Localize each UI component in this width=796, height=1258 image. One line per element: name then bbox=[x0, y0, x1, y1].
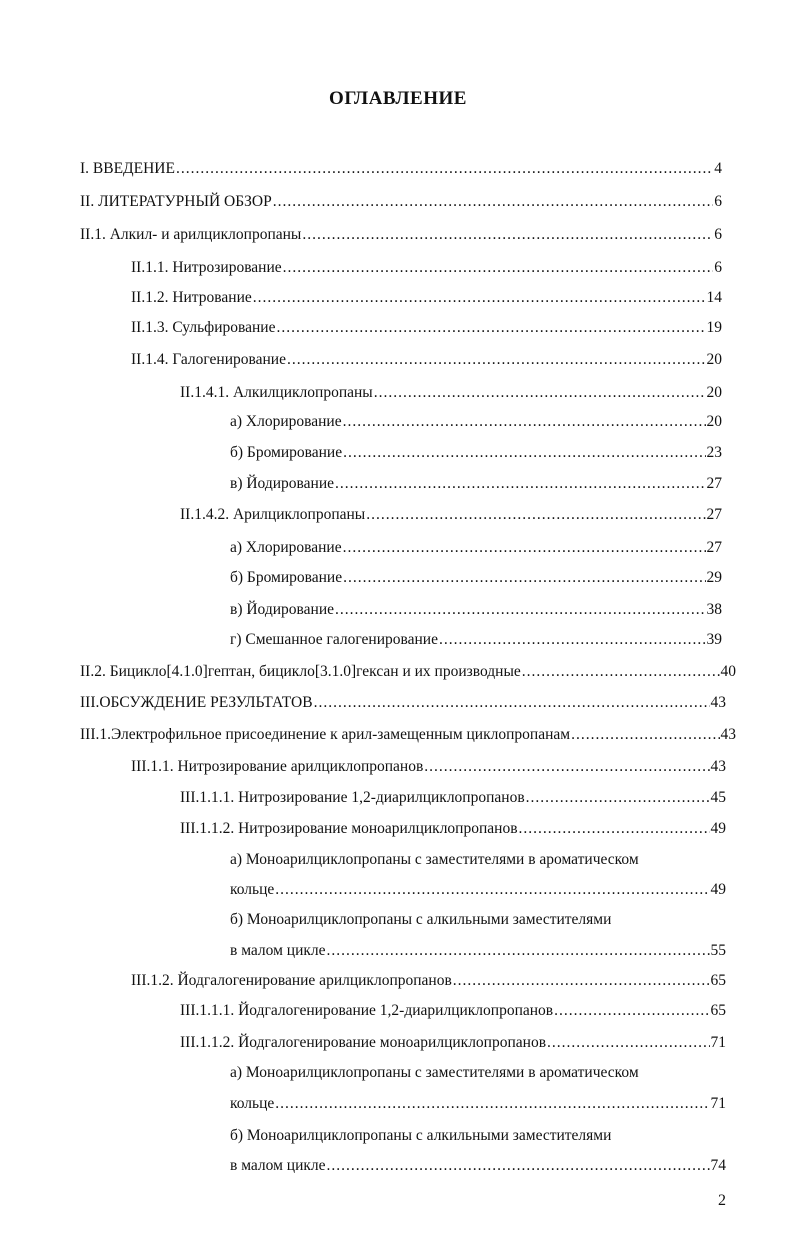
dot-leader bbox=[424, 757, 709, 777]
toc-entry bbox=[131, 757, 726, 777]
dot-leader bbox=[335, 600, 706, 620]
toc-entry-page: 38 bbox=[706, 601, 722, 618]
dot-leader bbox=[327, 1156, 710, 1176]
toc-entry-page: 20 bbox=[706, 413, 722, 430]
toc-entry bbox=[230, 850, 639, 870]
toc-entry-title: II.1.1. Нитрозирование bbox=[131, 259, 282, 276]
toc-entry-page: 43 bbox=[720, 726, 736, 743]
dot-leader bbox=[366, 505, 705, 525]
toc-entry-title: III.1.1.1. Нитрозирование 1,2-диарилциклопропанов bbox=[180, 789, 525, 806]
dot-leader bbox=[176, 159, 713, 179]
toc-entry-page: 19 bbox=[706, 319, 722, 336]
toc-entry-page: 6 bbox=[714, 259, 722, 276]
toc-entry bbox=[180, 1033, 726, 1053]
dot-leader bbox=[343, 443, 705, 463]
toc-entry-title: I. ВВЕДЕНИЕ bbox=[80, 160, 175, 177]
toc-entry-page: 20 bbox=[706, 351, 722, 368]
toc-entry-title: III.1.1.2. Нитрозирование моноарилциклопропанов bbox=[180, 820, 518, 837]
toc-entry-page: 45 bbox=[710, 789, 726, 806]
toc-entry-page: 65 bbox=[710, 972, 726, 989]
toc-entry bbox=[180, 383, 722, 403]
toc-entry-title: III.1.1.2. Йодгалогенирование моноарилциклопропанов bbox=[180, 1034, 547, 1051]
toc-entry-title: в малом цикле bbox=[230, 1157, 326, 1174]
page-number: 2 bbox=[718, 1192, 726, 1209]
toc-entry-title: а) Моноарилциклопропаны с заместителями в ароматическом bbox=[230, 851, 639, 868]
dot-leader bbox=[253, 288, 706, 308]
toc-entry bbox=[180, 1001, 726, 1021]
toc-entry-page: 23 bbox=[706, 444, 722, 461]
dot-leader bbox=[343, 412, 706, 432]
dot-leader bbox=[374, 383, 706, 403]
toc-entry bbox=[230, 630, 722, 650]
toc-entry bbox=[230, 910, 611, 930]
toc-entry bbox=[80, 693, 726, 713]
toc-entry bbox=[131, 258, 722, 278]
toc-entry-title: б) Бромирование bbox=[230, 569, 343, 586]
toc-entry bbox=[180, 819, 726, 839]
dot-leader bbox=[554, 1001, 709, 1021]
toc-entry bbox=[131, 350, 722, 370]
toc-entry-page: 65 bbox=[710, 1002, 726, 1019]
toc-entry-page: 4 bbox=[714, 160, 722, 177]
toc-entry-title: в малом цикле bbox=[230, 942, 326, 959]
dot-leader bbox=[439, 630, 706, 650]
toc-entry-page: 71 bbox=[710, 1034, 726, 1051]
toc-entry-page: 74 bbox=[710, 1157, 726, 1174]
toc-entry-title: II.1. Алкил- и арилциклопропаны bbox=[80, 226, 302, 243]
toc-entry bbox=[80, 662, 736, 682]
toc-entry-title: III.1.Электрофильное присоединение к арил-замещенным циклопропанам bbox=[80, 726, 571, 743]
toc-entry bbox=[230, 941, 726, 961]
toc-entry bbox=[180, 505, 722, 525]
toc-entry-title: б) Бромирование bbox=[230, 444, 343, 461]
dot-leader bbox=[526, 788, 710, 808]
toc-entry bbox=[80, 192, 722, 212]
dot-leader bbox=[343, 568, 705, 588]
toc-entry-title: II.1.4. Галогенирование bbox=[131, 351, 286, 368]
toc-entry-page: 14 bbox=[706, 289, 722, 306]
toc-entry-title: кольце bbox=[230, 881, 275, 898]
toc-entry-page: 27 bbox=[706, 475, 722, 492]
dot-leader bbox=[276, 318, 705, 338]
dot-leader bbox=[335, 474, 706, 494]
toc-entry-title: а) Моноарилциклопропаны с заместителями в ароматическом bbox=[230, 1064, 639, 1081]
dot-leader bbox=[327, 941, 710, 961]
toc-entry-page: 49 bbox=[710, 881, 726, 898]
toc-entry bbox=[230, 1063, 639, 1083]
toc-entry bbox=[230, 1126, 611, 1146]
toc-entry-title: г) Смешанное галогенирование bbox=[230, 631, 438, 648]
toc-entry-title: II.2. Бицикло[4.1.0]гептан, бицикло[3.1.0]гексан и их производные bbox=[80, 663, 521, 680]
toc-entry bbox=[80, 225, 722, 245]
toc-entry bbox=[131, 318, 722, 338]
toc-entry bbox=[230, 880, 726, 900]
toc-entry-page: 6 bbox=[714, 226, 722, 243]
toc-entry-title: в) Йодирование bbox=[230, 601, 334, 618]
toc-entry bbox=[131, 288, 722, 308]
toc-entry-title: II.1.3. Сульфирование bbox=[131, 319, 276, 336]
toc-entry bbox=[180, 788, 726, 808]
toc-entry-title: II.1.4.1. Алкилциклопропаны bbox=[180, 384, 373, 401]
toc-entry bbox=[230, 568, 722, 588]
toc-entry-page: 55 bbox=[710, 942, 726, 959]
toc-entry-title: а) Хлорирование bbox=[230, 539, 342, 556]
toc-entry bbox=[230, 538, 722, 558]
toc-entry bbox=[230, 1094, 726, 1114]
toc-entry bbox=[230, 474, 722, 494]
toc-entry-page: 29 bbox=[706, 569, 722, 586]
toc-entry-title: III.ОБСУЖДЕНИЕ РЕЗУЛЬТАТОВ bbox=[80, 694, 313, 711]
dot-leader bbox=[453, 971, 710, 991]
toc-entry-page: 43 bbox=[710, 694, 726, 711]
toc-entry-page: 40 bbox=[720, 663, 736, 680]
toc-entry bbox=[230, 600, 722, 620]
toc-entry-page: 27 bbox=[706, 539, 722, 556]
toc-entry-page: 6 bbox=[714, 193, 722, 210]
toc-entry-title: а) Хлорирование bbox=[230, 413, 342, 430]
toc-entry-title: б) Моноарилциклопропаны с алкильными заместителями bbox=[230, 911, 612, 928]
toc-entry bbox=[80, 159, 722, 179]
dot-leader bbox=[571, 725, 719, 745]
dot-leader bbox=[275, 1094, 709, 1114]
dot-leader bbox=[547, 1033, 709, 1053]
toc-entry-page: 49 bbox=[710, 820, 726, 837]
toc-entry-page: 20 bbox=[706, 384, 722, 401]
dot-leader bbox=[283, 258, 714, 278]
dot-leader bbox=[522, 662, 720, 682]
dot-leader bbox=[273, 192, 714, 212]
toc-entry-title: кольце bbox=[230, 1095, 275, 1112]
toc-entry-page: 39 bbox=[706, 631, 722, 648]
toc-entry-title: в) Йодирование bbox=[230, 475, 334, 492]
page-title: ОГЛАВЛЕНИЕ bbox=[329, 88, 467, 109]
toc-entry-title: III.1.1. Нитрозирование арилциклопропанов bbox=[131, 758, 424, 775]
dot-leader bbox=[343, 538, 706, 558]
toc-entry bbox=[80, 725, 736, 745]
toc-entry-title: III.1.2. Йодгалогенирование арилциклопропанов bbox=[131, 972, 452, 989]
toc-entry bbox=[230, 443, 722, 463]
toc-entry-title: III.1.1.1. Йодгалогенирование 1,2-диарилциклопропанов bbox=[180, 1002, 554, 1019]
toc-entry bbox=[230, 1156, 726, 1176]
toc-entry-page: 27 bbox=[706, 506, 722, 523]
toc-entry-page: 43 bbox=[710, 758, 726, 775]
toc-entry bbox=[230, 412, 722, 432]
toc-entry-title: II. ЛИТЕРАТУРНЫЙ ОБЗОР bbox=[80, 193, 272, 210]
dot-leader bbox=[519, 819, 710, 839]
toc-entry-title: б) Моноарилциклопропаны с алкильными заместителями bbox=[230, 1127, 612, 1144]
dot-leader bbox=[287, 350, 706, 370]
toc-entry bbox=[131, 971, 726, 991]
dot-leader bbox=[302, 225, 713, 245]
toc-entry-title: II.1.4.2. Арилциклопропаны bbox=[180, 506, 366, 523]
dot-leader bbox=[314, 693, 710, 713]
toc-entry-title: II.1.2. Нитрование bbox=[131, 289, 252, 306]
dot-leader bbox=[275, 880, 709, 900]
toc-entry-page: 71 bbox=[710, 1095, 726, 1112]
